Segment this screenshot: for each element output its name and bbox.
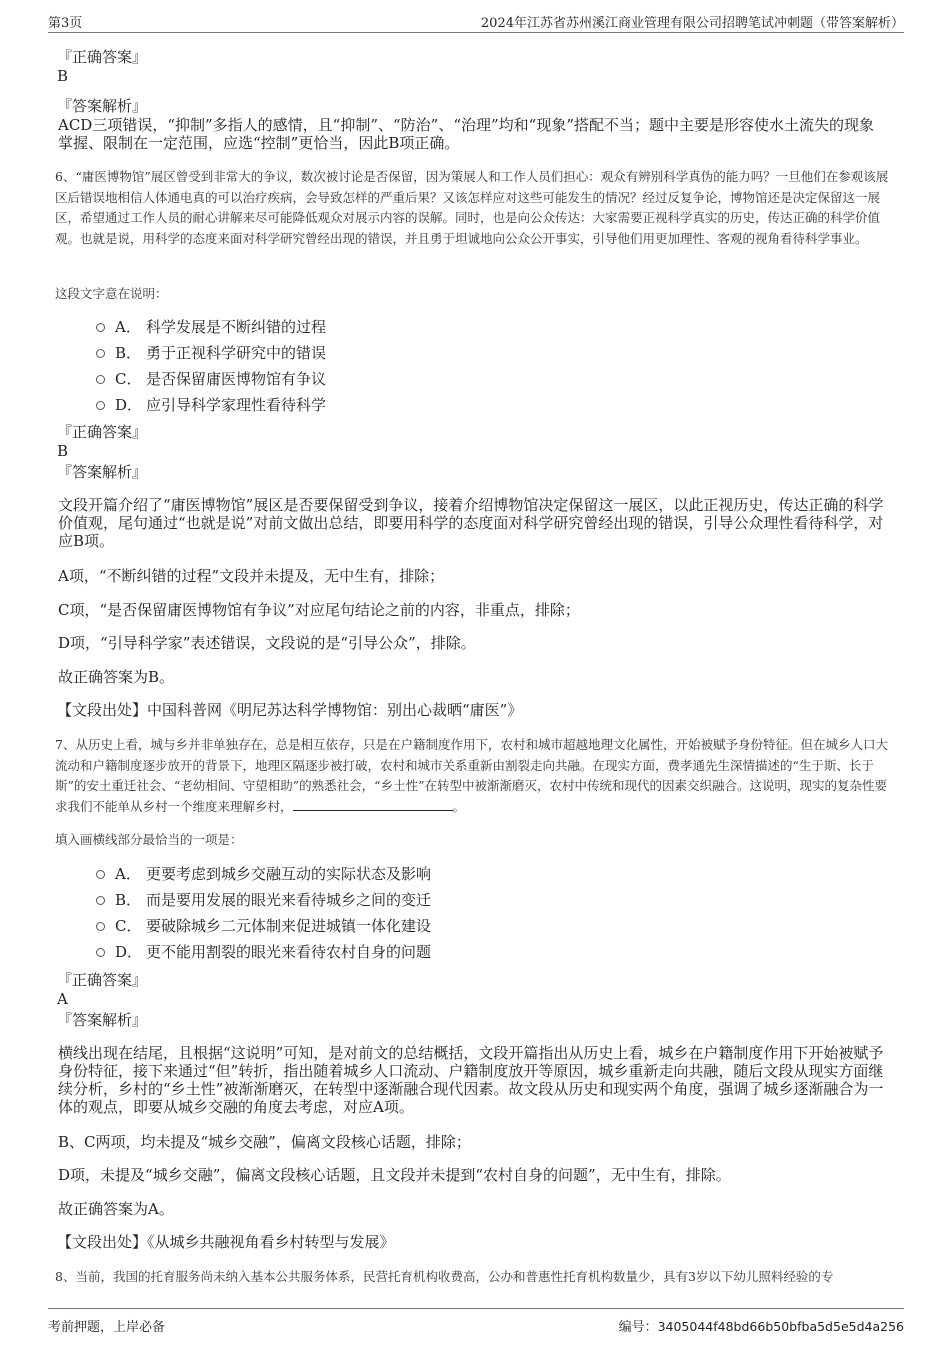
fill-blank[interactable] [293, 798, 453, 811]
q6-conclusion: 故正确答案为B。 [58, 668, 175, 686]
q7-option-b[interactable]: B． 而是要用发展的眼光来看待城乡之间的变迁 [96, 891, 431, 909]
q6-analysis-main: 文段开篇介绍了“庸医博物馆”展区是否要保留受到争议，接着介绍博物馆决定保留这一展区，以此正视历史，传达正确的科学价值观，尾句通过“也就是说”对前文做出总结，即要用科学的态度面对科学研究曾经出现的错误，引导公众理性看待科学，对应B项。 [58, 496, 884, 550]
page-header [48, 8, 904, 33]
q7-answer: A [57, 990, 68, 1008]
q7-analysis-main: 横线出现在结尾，且根据“这说明”可知，是对前文的总结概括，文段开篇指出从历史上看，城乡在户籍制度作用下开始被赋予身份特征，接下来通过“但”转折，指出随着城乡人口流动、户籍制度放开等原因，城乡重新走向共融，随后文段从现实方面继续分析，乡村的“乡土性”被渐渐磨灭，在转型中逐渐融合现代因素。故文段从历史和现实两个角度，强调了城乡逐渐融合为一体的观点，即要从城乡交融的角度去考虑，对应A项。 [58, 1044, 884, 1116]
q7-conclusion: 故正确答案为A。 [58, 1200, 174, 1218]
radio-icon[interactable] [96, 948, 105, 957]
analysis-label: 『答案解析』 [57, 97, 148, 115]
q6-option-b[interactable]: B． 勇于正视科学研究中的错误 [96, 344, 326, 362]
q7-source: 【文段出处】《从城乡共融视角看乡村转型与发展》 [57, 1233, 395, 1251]
page-footer [48, 1308, 904, 1337]
q5-analysis: ACD三项错误，“抑制”多指人的感情，且“抑制”、“防治”、“治理”均和“现象”搭配不当；题中主要是形容使水土流失的现象掌握、限制在一定范围，应选“控制”更恰当，因此B项正确。 [58, 116, 875, 152]
answer-label: 『正确答案』 [57, 423, 148, 441]
radio-icon[interactable] [96, 896, 105, 905]
page-number: 第3页 [48, 16, 83, 31]
q8-stem: 8、当前，我国的托育服务尚未纳入基本公共服务体系，民营托育机构收费高，公办和普惠性托育机构数量少，具有3岁以下幼儿照料经验的专 [55, 1269, 834, 1284]
q6-source: 【文段出处】中国科普网《明尼苏达科学博物馆：别出心裁晒“庸医”》 [57, 701, 523, 719]
analysis-label: 『答案解析』 [57, 463, 148, 481]
radio-icon[interactable] [96, 375, 105, 384]
radio-icon[interactable] [96, 870, 105, 879]
q6-analysis-c: C项，“是否保留庸医博物馆有争议”对应尾句结论之前的内容，非重点，排除； [58, 601, 580, 619]
radio-icon[interactable] [96, 922, 105, 931]
q6-option-c[interactable]: C． 是否保留庸医博物馆有争议 [96, 370, 326, 388]
q7-analysis-bc: B、C两项，均未提及“城乡交融”，偏离文段核心话题，排除； [58, 1133, 471, 1151]
q6-answer: B [57, 442, 69, 460]
q6-option-d[interactable]: D． 应引导科学家理性看待科学 [96, 396, 326, 414]
q7-stem: 7、从历史上看，城与乡并非单独存在，总是相互依存，只是在户籍制度作用下，农村和城市超越地理文化属性，开始被赋予身份特征。但在城乡人口大流动和户籍制度逐步放开的背景下，地理区隔逐步被打破，农村和城市关系重新由割裂走向共融。在现实方面，费孝通先生深情描述的“生于斯、长于斯”的安土重迁社会、“老幼相间、守望相助”的熟悉社会，“乡土性”在转型中被渐渐磨灭，农村中传统和现代的因素交织融合。这说明，现实的复杂性要求我们不能单从乡村一个维度来理解乡村， 。 [55, 737, 888, 814]
q6-option-a[interactable]: A． 科学发展是不断纠错的过程 [96, 318, 326, 336]
radio-icon[interactable] [96, 349, 105, 358]
answer-label: 『正确答案』 [57, 48, 148, 66]
q7-prompt: 填入画横线部分最恰当的一项是： [55, 832, 243, 847]
q6-prompt: 这段文字意在说明： [55, 286, 168, 301]
q6-analysis-a: A项，“不断纠错的过程”文段并未提及，无中生有，排除； [58, 567, 445, 585]
q7-option-d[interactable]: D． 更不能用割裂的眼光来看待农村自身的问题 [96, 943, 431, 961]
document-code: 编号：3405044f48bd66b50bfba5d5e5d4a256 [618, 1319, 904, 1335]
q6-analysis-d: D项，“引导科学家”表述错误，文段说的是“引导公众”，排除。 [58, 634, 476, 652]
q7-option-a[interactable]: A． 更要考虑到城乡交融互动的实际状态及影响 [96, 865, 431, 883]
q6-stem: 6、“庸医博物馆”展区曾受到非常大的争议，数次被讨论是否保留，因为策展人和工作人员们担心：观众有辨别科学真伪的能力吗？一旦他们在参观该展区后错误地相信人体通电真的可以治疗疾病，会导致怎样的严重后果？又该怎样应对这些可能发生的情况？经过反复争论，博物馆还是决定保留这一展区，希望通过工作人员的耐心讲解来尽可能降低观众对展示内容的误解。同时，也是向公众传达：大家需要正视科学真实的历史，传达正确的科学价值观。也就是说，用科学的态度来面对科学研究曾经出现的错误，并且勇于坦诚地向公众公开事实，引导他们用更加理性、客观的视角看待科学事业。 [55, 169, 889, 246]
document-title: 2024年江苏省苏州溪江商业管理有限公司招聘笔试冲刺题（带答案解析） [480, 16, 904, 31]
radio-icon[interactable] [96, 401, 105, 410]
radio-icon[interactable] [96, 323, 105, 332]
q7-option-c[interactable]: C． 要破除城乡二元体制来促进城镇一体化建设 [96, 917, 431, 935]
analysis-label: 『答案解析』 [57, 1011, 148, 1029]
answer-label: 『正确答案』 [57, 971, 148, 989]
q7-analysis-d: D项，未提及“城乡交融”，偏离文段核心话题，且文段并未提到“农村自身的问题”，无中生有，排除。 [58, 1166, 731, 1184]
footer-slogan: 考前押题，上岸必备 [48, 1320, 166, 1335]
q5-answer: B [57, 67, 69, 85]
